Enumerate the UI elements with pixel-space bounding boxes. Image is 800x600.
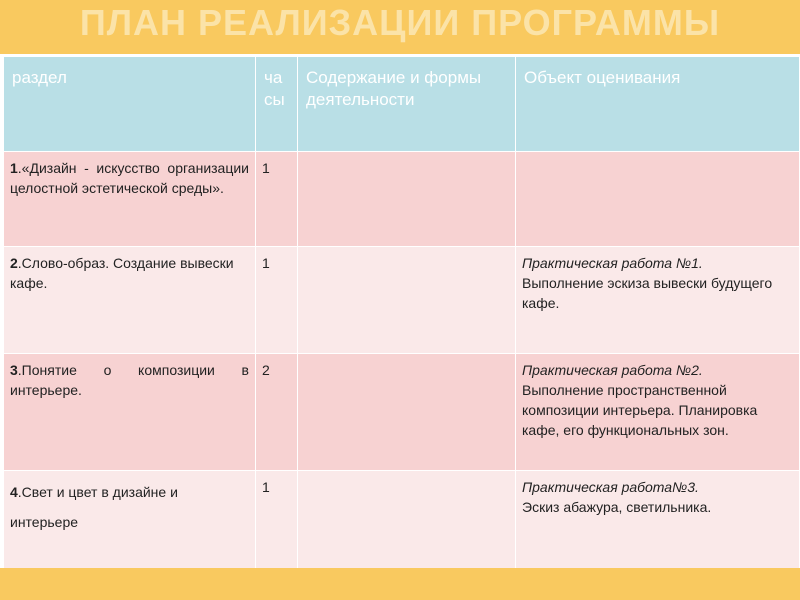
slide-title: ПЛАН РЕАЛИЗАЦИИ ПРОГРАММЫ (79, 2, 721, 43)
header-content: Содержание и формы деятельности (298, 57, 516, 152)
section-number: 2 (10, 255, 18, 271)
table-row (4, 152, 800, 247)
section-cell (4, 354, 256, 471)
header-section: раздел (4, 57, 256, 152)
assessment-title: Практическая работа №1. (522, 255, 703, 271)
assessment-cell (516, 152, 800, 247)
section-cell (4, 247, 256, 354)
hours-cell: 1 (256, 152, 298, 247)
header-assessment: Объект оценивания (516, 57, 800, 152)
section-number: 3 (10, 362, 18, 378)
assessment-title: Практическая работа №2. (522, 362, 703, 378)
section-number: 1 (10, 160, 18, 176)
section-text: .Свет и цвет в дизайне и интерьере (10, 484, 178, 530)
assessment-cell (516, 247, 800, 354)
content-cell (298, 247, 516, 354)
assessment-text: Выполнение пространственной композиции интерьера. Планировка кафе, его функциональных зон. (522, 382, 758, 438)
table-header-row (4, 57, 800, 152)
section-text: .Слово-образ. Создание вывески кафе. (10, 255, 234, 291)
content-cell (298, 152, 516, 247)
hours-cell: 1 (256, 471, 298, 569)
assessment-title: Практическая работа№3. (522, 479, 699, 495)
table-row (4, 471, 800, 569)
assessment-cell (516, 354, 800, 471)
header-hours: ча сы (256, 57, 298, 152)
section-cell (4, 152, 256, 247)
section-text: .«Дизайн - искусство организации целостной эстетической среды». (10, 160, 249, 196)
hours-cell: 2 (256, 354, 298, 471)
bottom-bar (0, 568, 800, 600)
hours-cell: 1 (256, 247, 298, 354)
content-cell (298, 471, 516, 569)
assessment-text: Эскиз абажура, светильника. (522, 499, 712, 515)
table-row (4, 354, 800, 471)
table-row (4, 247, 800, 354)
assessment-cell (516, 471, 800, 569)
section-number: 4 (10, 484, 18, 500)
content-cell (298, 354, 516, 471)
section-text: .Понятие о композиции в интерьере. (10, 362, 249, 398)
section-cell (4, 471, 256, 569)
program-plan-table (3, 56, 800, 569)
assessment-text: Выполнение эскиза вывески будущего кафе. (522, 275, 773, 311)
